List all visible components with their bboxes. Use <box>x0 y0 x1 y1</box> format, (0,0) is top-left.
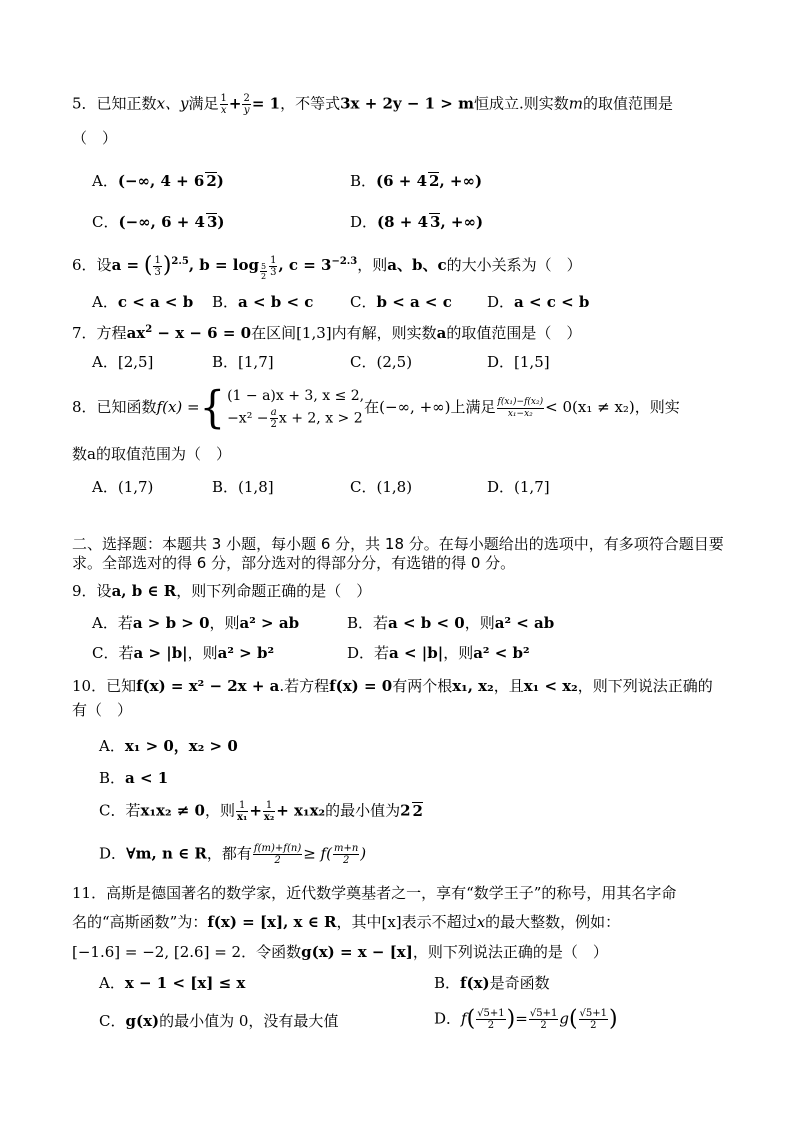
q9-option-b[interactable]: B．若a < b < 0，则a² < ab <box>347 614 555 632</box>
q8-stem: 8．已知函数f(x) ={ (1 − a)x + 3, x ≤ 2, −x² − $\frac{a}{2}$ x + 2, x > 2 在(−∞, +∞)上满足 $\frac{\text{f(x₁)−f(x₂)}}{\text{x₁−x₂}}$ < 0(x₁ ≠ x₂)，则实 <box>72 382 680 434</box>
q9-option-d[interactable]: D．若a < |b|，则a² < b² <box>347 644 530 662</box>
q10-option-b[interactable]: B．a < 1 <box>99 769 169 787</box>
q7-stem: 7．方程$ax^2 - x - 6 = 0$在区间[1,3]内有解，则实数a的取值范围是（ ） <box>72 324 582 342</box>
q6-option-b[interactable]: B．a < b < c <box>212 293 314 311</box>
q10-stem: 10．已知f(x) = x² − 2x + a.若方程f(x) = 0有两个根x₁, x₂，且x₁ < x₂，则下列说法正确的 <box>72 677 713 695</box>
q6-option-c[interactable]: C．b < a < c <box>350 293 452 311</box>
q8-option-c[interactable]: C．(1,8) <box>350 478 413 496</box>
q5-option-d[interactable]: D．(8 + 4 3, +∞) <box>350 213 484 231</box>
q7-option-a[interactable]: A．[2,5] <box>92 353 154 371</box>
q10-option-d[interactable]: D．∀m, n ∈ R，都有 $\frac{f(m)+f(n)}{2}$ ≥ f( $\frac{m+n}{2}$ ) <box>99 843 367 866</box>
q7-option-c[interactable]: C．(2,5) <box>350 353 413 371</box>
q6-option-d[interactable]: D．a < c < b <box>487 293 590 311</box>
q10-option-a[interactable]: A．x₁ > 0，x₂ > 0 <box>99 737 238 755</box>
q7-option-b[interactable]: B．[1,7] <box>212 353 274 371</box>
q11-option-d[interactable]: D．f( $\frac{√5+1}{2}$ )= $\frac{√5+1}{2}$ g( $\frac{√5+1}{2}$ ) <box>434 1006 618 1032</box>
q8-option-b[interactable]: B．(1,8] <box>212 478 274 496</box>
q5-paren: （ ） <box>72 129 118 147</box>
q11-option-b[interactable]: B．f(x)是奇函数 <box>434 974 550 992</box>
q9-option-a[interactable]: A．若a > b > 0，则a² > ab <box>92 614 300 632</box>
q5-option-a[interactable]: A．(−∞, 4 + 6 2) <box>92 172 224 190</box>
q11-stem-line1: 11．高斯是德国著名的数学家，近代数学奠基者之一，享有“数学王子”的称号，用其名字命 <box>72 884 677 902</box>
q5-option-c[interactable]: C．(−∞, 6 + 4 3) <box>92 213 225 231</box>
q11-option-a[interactable]: A．x − 1 < [x] ≤ x <box>99 974 246 992</box>
q8-stem-line2: 数a的取值范围为（ ） <box>72 445 231 463</box>
q8-option-d[interactable]: D．(1,7] <box>487 478 550 496</box>
q5-option-b[interactable]: B．(6 + 4 2, +∞) <box>350 172 483 190</box>
q8-option-a[interactable]: A．(1,7) <box>92 478 154 496</box>
q5-stem: 5．已知正数x、y满足 $\frac{1}{x}$ + $\frac{2}{y}$ = 1，不等式3x + 2y − 1 > m恒成立.则实数m的取值范围是 <box>72 93 674 116</box>
q9-stem: 9．设a, b ∈ R，则下列命题正确的是（ ） <box>72 582 372 600</box>
q10-stem-line2: 有（ ） <box>72 701 133 719</box>
q10-option-c[interactable]: C．若x₁x₂ ≠ 0，则 $\frac{1}{\text{x₁}}$ + $\frac{1}{\text{x₂}}$ + x₁x₂的最小值为2 2 <box>99 800 423 823</box>
section-heading: 二、选择题：本题共 3 小题，每小题 6 分，共 18 分。在每小题给出的选项中，有多项符合题目要求。全部选对的得 6 分，部分选对的得部分分，有选错的得 0 分。 <box>72 535 724 572</box>
q11-option-c[interactable]: C．g(x)的最小值为 0，没有最大值 <box>99 1012 339 1030</box>
q6-stem: 6．设a = ( $\frac{1}{3}$ )$^{2.5}$, b = log $_{\frac{5}{2}}$ $\frac{1}{3}$ , $c = 3^{-2.3}$，则a、b、c的大小关系为（ ） <box>72 253 582 281</box>
q7-option-d[interactable]: D．[1,5] <box>487 353 550 371</box>
q11-stem-line2: 名的“高斯函数”为：f(x) = [x], x ∈ R，其中[x]表示不超过x的最大整数，例如： <box>72 913 621 931</box>
q11-stem-line3: [−1.6] = −2, [2.6] = 2．令函数g(x) = x − [x]，则下列说法正确的是（ ） <box>72 943 608 961</box>
q6-option-a[interactable]: A．c < a < b <box>92 293 194 311</box>
q9-option-c[interactable]: C．若a > |b|，则a² > b² <box>92 644 275 662</box>
